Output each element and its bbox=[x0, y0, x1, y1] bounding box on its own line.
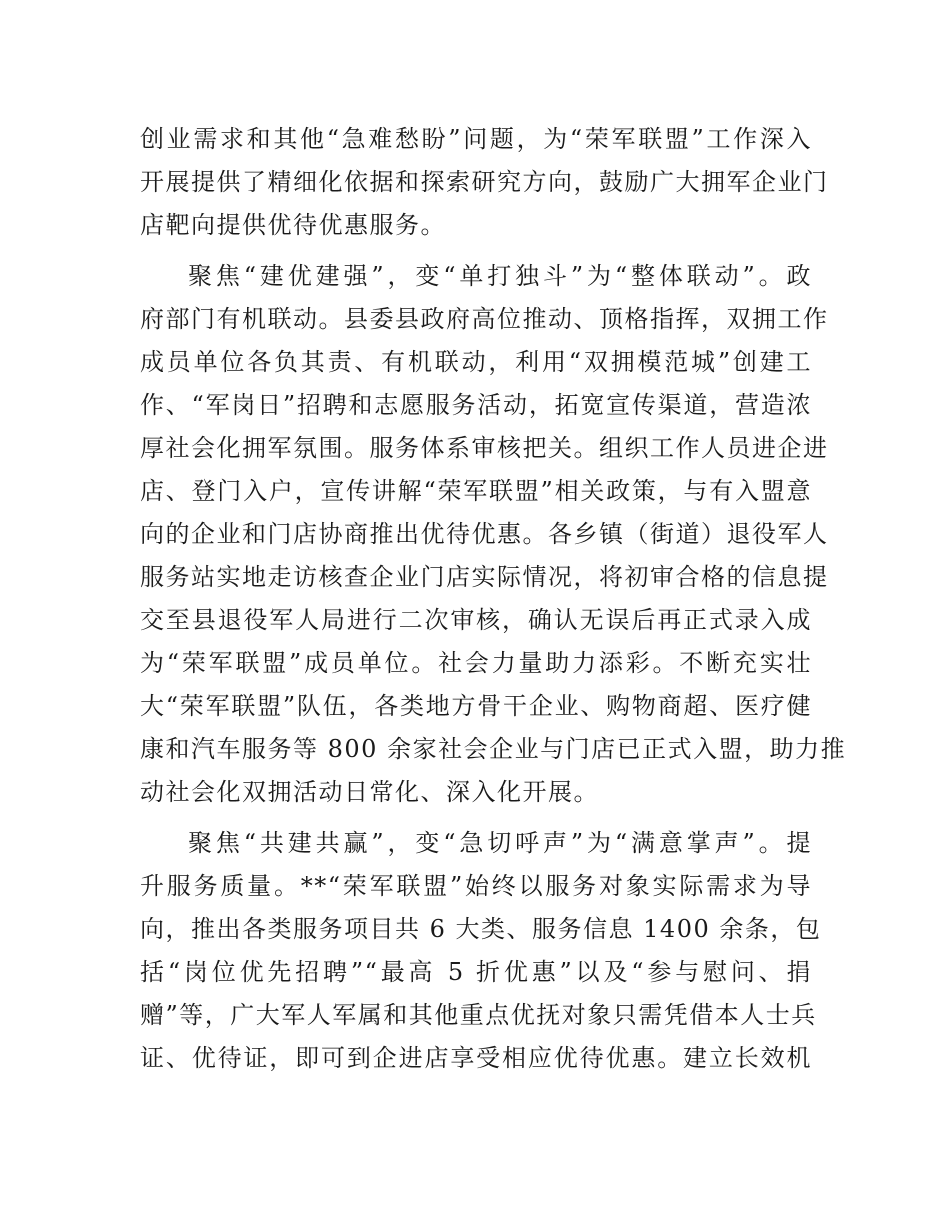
text-line: 为“荣军联盟”成员单位。社会力量助力添彩。不断充实壮 bbox=[140, 649, 812, 677]
text-line: 向的企业和门店协商推出优待优惠。各乡镇（街道）退役军人 bbox=[140, 520, 829, 548]
body-text bbox=[140, 118, 847, 1080]
text-line: 厚社会化拥军氛围。服务体系审核把关。组织工作人员进企进 bbox=[140, 434, 829, 462]
text-line: 向，推出各类服务项目共 6 大类、服务信息 1400 余条，包 bbox=[140, 915, 822, 943]
text-line: 动社会化双拥活动日常化、深入化开展。 bbox=[140, 778, 599, 806]
text-line: 赠”等，广大军人军属和其他重点优抚对象只需凭借本人士兵 bbox=[140, 1001, 817, 1029]
text-line: 创业需求和其他“急难愁盼”问题，为“荣军联盟”工作深入 bbox=[140, 125, 812, 153]
paragraph-1 bbox=[140, 118, 829, 247]
text-line: 聚焦“共建共赢”，变“急切呼声”为“满意掌声”。提 bbox=[188, 829, 812, 857]
text-line: 开展提供了精细化依据和探索研究方向，鼓励广大拥军企业门 bbox=[140, 168, 829, 196]
text-line: 成员单位各负其责、有机联动，利用“双拥模范城”创建工 bbox=[140, 348, 812, 376]
text-line: 服务站实地走访核查企业门店实际情况，将初审合格的信息提 bbox=[140, 563, 829, 591]
text-line: 店靶向提供优待优惠服务。 bbox=[140, 211, 446, 239]
paragraph-spacer bbox=[140, 247, 812, 255]
text-line: 括“岗位优先招聘”“最高 5 折优惠”以及“参与慰问、捐 bbox=[140, 958, 812, 986]
text-line: 升服务质量。**“荣军联盟”始终以服务对象实际需求为导 bbox=[140, 872, 812, 900]
paragraph-2 bbox=[140, 255, 847, 814]
text-line: 府部门有机联动。县委县政府高位推动、顶格指挥，双拥工作 bbox=[140, 305, 829, 333]
text-line: 交至县退役军人局进行二次审核，确认无误后再正式录入成 bbox=[140, 606, 812, 634]
text-line: 作、“军岗日”招聘和志愿服务活动，拓宽宣传渠道，营造浓 bbox=[140, 391, 812, 419]
text-line: 康和汽车服务等 800 余家社会企业与门店已正式入盟，助力推 bbox=[140, 735, 847, 763]
paragraph-spacer bbox=[140, 814, 812, 822]
text-line: 聚焦“建优建强”，变“单打独斗”为“整体联动”。政 bbox=[188, 262, 812, 290]
text-line: 店、登门入户，宣传讲解“荣军联盟”相关政策，与有入盟意 bbox=[140, 477, 812, 505]
text-line: 大“荣军联盟”队伍，各类地方骨干企业、购物商超、医疗健 bbox=[140, 692, 812, 720]
paragraph-3 bbox=[140, 822, 822, 1080]
text-line: 证、优待证，即可到企进店享受相应优待优惠。建立长效机 bbox=[140, 1044, 812, 1072]
